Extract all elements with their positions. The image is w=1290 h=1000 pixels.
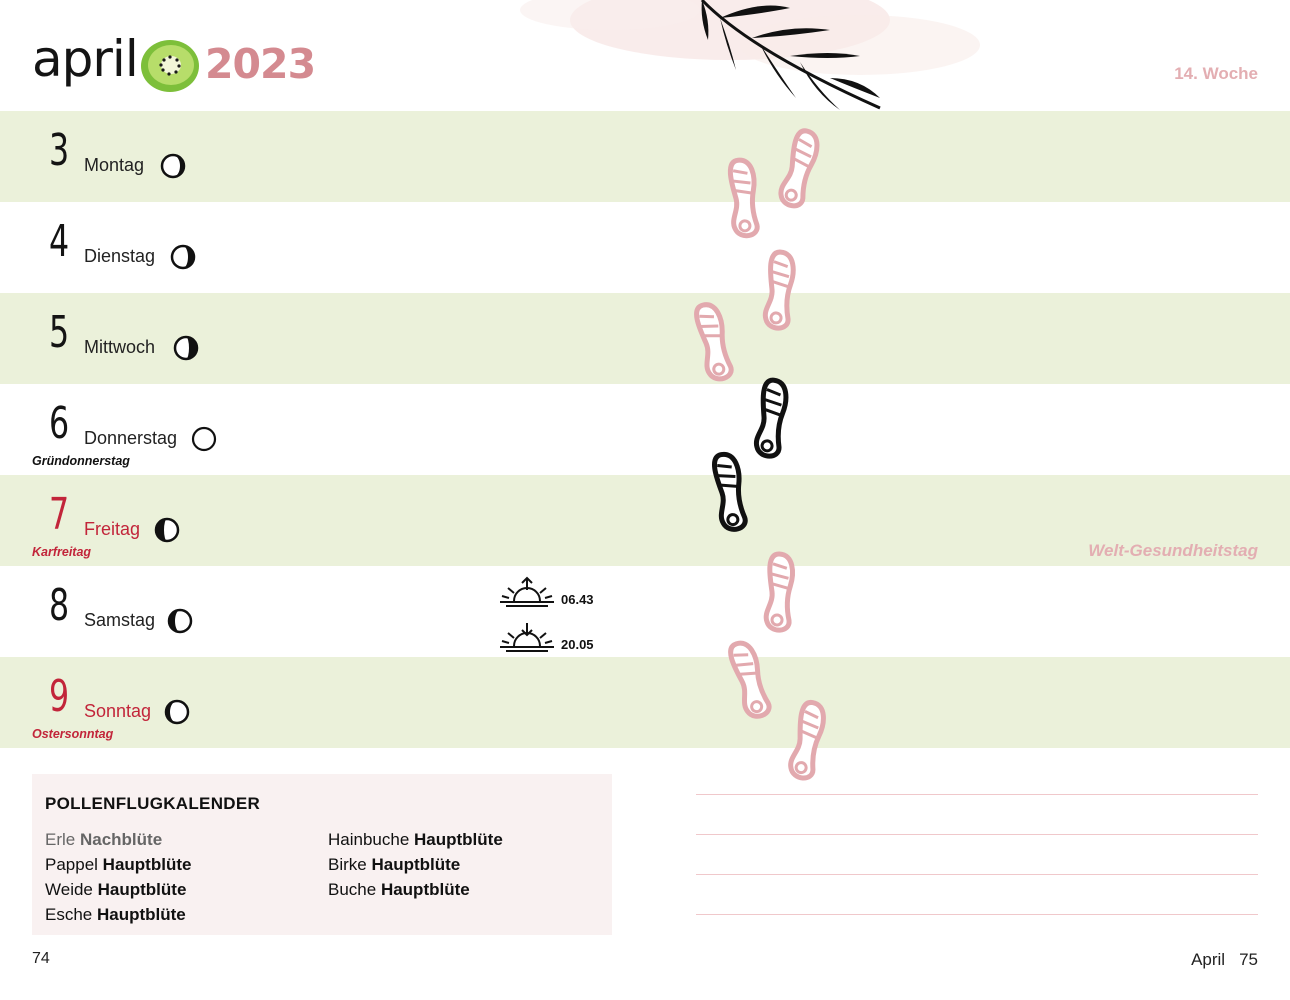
sunrise-icon (500, 576, 554, 608)
day-row-9 (0, 657, 1290, 748)
day-number: 7 (49, 489, 70, 540)
sunrise-time: 06.43 (561, 592, 594, 607)
day-name: Sonntag (84, 701, 152, 721)
holiday-label: Gründonnerstag (32, 454, 130, 468)
month-title: april (32, 30, 138, 88)
day-row-7 (0, 475, 1290, 566)
day-row-3 (0, 111, 1290, 202)
kiwi-icon (140, 38, 202, 94)
waning-gibbous-moon-icon (167, 608, 193, 634)
note-line[interactable] (696, 794, 1258, 795)
day-name: Freitag (84, 519, 141, 539)
page-number-right: 75 (1239, 950, 1258, 969)
note-line[interactable] (696, 834, 1258, 835)
day-number: 5 (49, 307, 70, 358)
pollen-item: Hainbuche Hauptblüte (328, 830, 503, 849)
branch-icon (690, 0, 890, 120)
sunset-icon (500, 621, 554, 653)
day-row-8 (0, 566, 1290, 657)
day-row-5 (0, 293, 1290, 384)
day-name: Mittwoch (84, 337, 156, 357)
event-label: Welt-Gesundheitstag (1088, 541, 1258, 560)
pollen-calendar (32, 774, 612, 935)
note-line[interactable] (696, 914, 1258, 915)
day-number: 4 (49, 216, 70, 267)
day-number: 8 (49, 580, 70, 631)
waxing-gibbous-moon-icon (160, 153, 186, 179)
day-row-4 (0, 202, 1290, 293)
holiday-label: Ostersonntag (32, 727, 114, 741)
day-number: 3 (49, 125, 70, 176)
pollen-item: Weide Hauptblüte (45, 880, 187, 899)
pollen-item: Pappel Hauptblüte (45, 855, 192, 874)
waning-gibbous-moon-icon (164, 699, 190, 725)
waxing-gibbous-moon-icon (170, 244, 196, 270)
day-name: Dienstag (84, 246, 156, 266)
pollen-title: POLLENFLUGKALENDER (45, 794, 261, 813)
waxing-gibbous-moon-icon (173, 335, 199, 361)
footprints-icon (690, 120, 840, 790)
day-name: Samstag (84, 610, 156, 630)
pollen-item: Buche Hauptblüte (328, 880, 470, 899)
day-number: 6 (49, 398, 70, 449)
pollen-item: Erle Nachblüte (45, 830, 163, 849)
pollen-item: Esche Hauptblüte (45, 905, 186, 924)
day-name: Donnerstag (84, 428, 178, 448)
pollen-item: Birke Hauptblüte (328, 855, 461, 874)
page-number-left: 74 (32, 950, 50, 967)
page-footer-right (1177, 950, 1258, 970)
day-number: 9 (49, 671, 70, 722)
holiday-label: Karfreitag (32, 545, 92, 559)
sunset-time: 20.05 (561, 637, 594, 652)
week-label: 14. Woche (1174, 64, 1258, 83)
footer-month: April (1191, 950, 1226, 969)
note-line[interactable] (696, 874, 1258, 875)
waning-gibbous-moon-icon (154, 517, 180, 543)
year-title: 2023 (205, 40, 316, 88)
day-name: Montag (84, 155, 145, 175)
full-moon-icon (191, 426, 217, 452)
day-row-6 (0, 384, 1290, 475)
